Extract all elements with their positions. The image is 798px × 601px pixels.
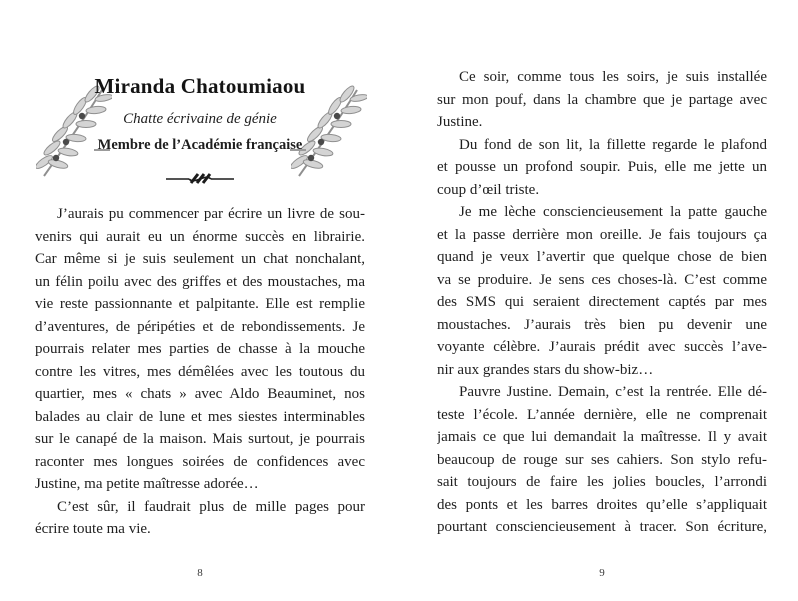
author-block <box>35 74 365 154</box>
author-role: Chatte écrivaine de génie <box>123 111 277 127</box>
right-page-text <box>437 66 767 539</box>
text-line: coup d’œil triste. <box>437 181 540 198</box>
text-line: Justine. <box>437 114 483 130</box>
text-line: d’aventures, de péripéties et de rebondissements. Je <box>35 318 365 335</box>
right-page <box>399 0 798 601</box>
text-line: Pauvre Justine. Demain, c’est la rentrée. Elle dé- <box>459 384 767 400</box>
text-line: raconter mes longues soirées de confidences avec <box>35 453 365 470</box>
text-line: quartier, mes « chats » avec Aldo Beauminet, nos <box>35 386 365 402</box>
left-page-text <box>35 203 365 541</box>
text-line: Justine, ma petite maîtresse adorée… <box>35 476 259 492</box>
text-line: pourrais relater mes parties de chasse à la mouche <box>35 341 365 357</box>
text-line: vie reste passionnante et palpitante. Elle est remplie <box>35 296 365 312</box>
page-number: 9 <box>599 567 605 579</box>
text-line: pourtant consciencieusement à tracer. Son écriture, <box>437 519 767 535</box>
author-affiliation: Membre de l’Académie française <box>97 137 303 153</box>
text-line: et pousse un profond soupir. Puis, elle me jette un <box>437 159 767 175</box>
text-line: Je me lèche consciencieusement la patte gauche <box>459 204 767 220</box>
text-line: nir aux grandes stars du show-biz… <box>437 361 654 378</box>
text-line: sur le canapé de la maison. Mais surtout, je pourrais <box>35 431 365 447</box>
text-line: des ponts et les barres droites qu’elle s’appliquait <box>437 496 767 513</box>
text-line: jamais ce que lui demandait la maîtresse. Il y avait <box>437 429 767 445</box>
text-line: Car même si je suis seulement un chat nonchalant, <box>35 251 365 267</box>
text-line: beaucoup de rouge sur ses cahiers. Son stylo refu- <box>437 451 767 468</box>
text-line: un félin poilu avec des griffes et des moustaches, ma <box>35 273 365 290</box>
rope-knot-divider-icon <box>164 168 236 190</box>
text-line: sur mon pouf, dans la chambre que je partage avec <box>437 91 767 108</box>
text-line: Du fond de son lit, la fillette regarde le plafond <box>459 136 767 153</box>
page-number: 8 <box>197 567 203 579</box>
text-line: Ce soir, comme tous les soirs, je suis installée <box>459 69 767 85</box>
text-line: et la passe derrière mon oreille. Je fais toujours ça <box>437 226 767 243</box>
text-line: contre les vitres, mes démêlées avec les toutous du <box>35 363 365 380</box>
text-line: quand je veux l’avertir que quelque chose de bien <box>437 249 767 265</box>
text-line: écrire toute ma vie. <box>35 521 151 537</box>
author-name: Miranda Chatoumiaou <box>94 74 306 98</box>
text-line: venirs qui aurait eu un énorme succès en librairie. <box>35 228 365 245</box>
text-line: va se produire. Je sens ces choses-là. C’est comme <box>437 271 767 288</box>
text-line: teste l’école. L’année dernière, elle ne comprenait <box>437 406 767 423</box>
text-line: C’est sûr, il faudrait plus de mille pages pour <box>57 498 365 515</box>
text-line: des SMS qui seraient directement captés par mes <box>437 294 767 310</box>
text-line: sait toujours de faire les jolies boucles, l’arrondi <box>437 474 767 490</box>
text-line: moustaches. J’aurais très bien pu devenir une <box>437 316 767 333</box>
text-line: balades au clair de lune et mes siestes interminables <box>35 408 365 425</box>
text-line: voyante célèbre. J’aurais prédit avec succès l’ave- <box>437 339 767 355</box>
text-line: J’aurais pu commencer par écrire un livre de sou- <box>57 206 365 222</box>
